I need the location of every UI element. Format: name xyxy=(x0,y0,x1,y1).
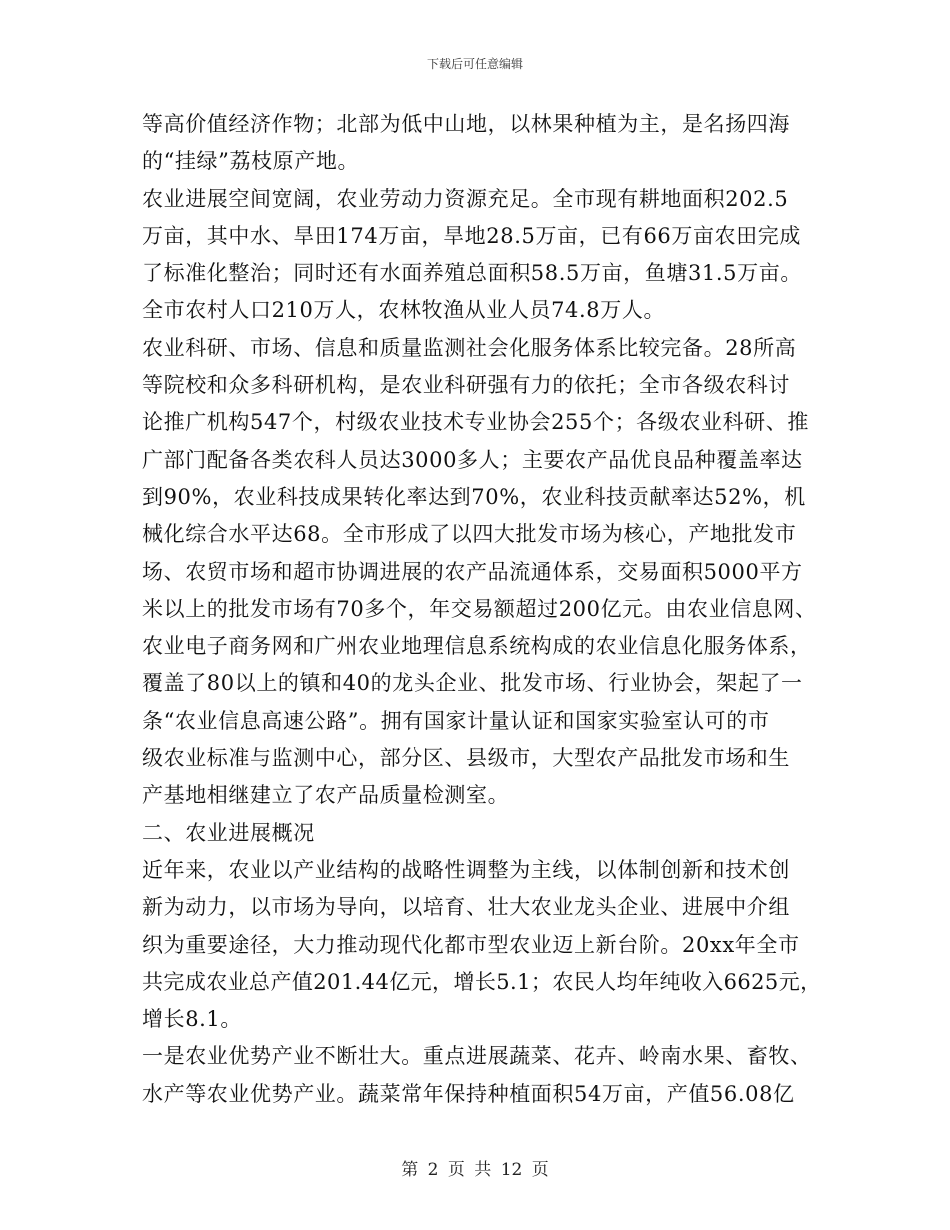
page-number-footer: 第 2 页 共 12 页 xyxy=(401,1160,549,1180)
page-header: 下载后可任意编辑 xyxy=(426,57,523,71)
text-line: 共完成农业总产值201.44亿元，增长5.1；农民人均年纯收入6625元， xyxy=(142,969,822,994)
text-line: 械化综合水平达68。全市形成了以四大批发市场为核心，产地批发市 xyxy=(142,522,797,547)
text-line: 万亩，其中水、旱田174万亩，旱地28.5万亩，已有66万亩农田完成 xyxy=(142,223,801,248)
text-line: 论推广机构547个，村级农业技术专业协会255个；各级农业科研、推 xyxy=(142,410,809,435)
text-line: 水产等农业优势产业。蔬菜常年保持种植面积54万亩，产值56.08亿 xyxy=(142,1081,795,1106)
text-line: 了标准化整治；同时还有水面养殖总面积58.5万亩，鱼塘31.5万亩。 xyxy=(142,261,802,286)
text-line: 到90%，农业科技成果转化率达到70%，农业科技贡献率达52%，机 xyxy=(142,484,806,509)
text-line: 农业科研、市场、信息和质量监测社会化服务体系比较完备。28所高 xyxy=(142,335,797,360)
text-line: 级农业标准与监测中心，部分区、县级市，大型农产品批发市场和生 xyxy=(142,746,790,771)
text-line: 覆盖了80以上的镇和40的龙头企业、批发市场、行业协会，架起了一 xyxy=(142,671,803,696)
text-line: 农业电子商务网和广州农业地理信息系统构成的农业信息化服务体系， xyxy=(142,634,812,659)
text-line: 条“农业信息高速公路”。拥有国家计量认证和国家实验室认可的市 xyxy=(142,708,770,733)
text-line: 一是农业优势产业不断壮大。重点进展蔬菜、花卉、岭南水果、畜牧、 xyxy=(142,1044,812,1069)
body-text xyxy=(142,106,822,1113)
text-line: 等院校和众多科研机构，是农业科研强有力的依托；全市各级农科讨 xyxy=(142,373,790,398)
text-line: 场、农贸市场和超市协调进展的农产品流通体系，交易面积5000平方 xyxy=(142,559,803,584)
text-line: 等高价值经济作物；北部为低中山地，以林果种植为主，是名扬四海 xyxy=(142,112,790,136)
text-line: 农业进展空间宽阔，农业劳动力资源充足。全市现有耕地面积202.5 xyxy=(142,186,789,211)
text-line: 织为重要途径，大力推动现代化都市型农业迈上新台阶。20xx年全市 xyxy=(142,932,800,957)
text-line: 广部门配备各类农科人员达3000多人；主要农产品优良品种覆盖率达 xyxy=(142,447,803,472)
section-heading: 二、农业进展概况 xyxy=(142,820,315,845)
text-line: 的“挂绿”荔枝原产地。 xyxy=(142,149,360,174)
text-line: 全市农村人口210万人，农林牧渔从业人员74.8万人。 xyxy=(142,298,666,323)
text-line: 近年来，农业以产业结构的战略性调整为主线，以体制创新和技术创 xyxy=(142,857,790,882)
text-line: 米以上的批发市场有70多个，年交易额超过200亿元。由农业信息网、 xyxy=(142,596,817,621)
text-line: 新为动力，以市场为导向，以培育、壮大农业龙头企业、进展中介组 xyxy=(142,895,790,920)
text-line: 产基地相继建立了农产品质量检测室。 xyxy=(142,783,510,808)
text-line: 增长8.1。 xyxy=(142,1007,242,1032)
